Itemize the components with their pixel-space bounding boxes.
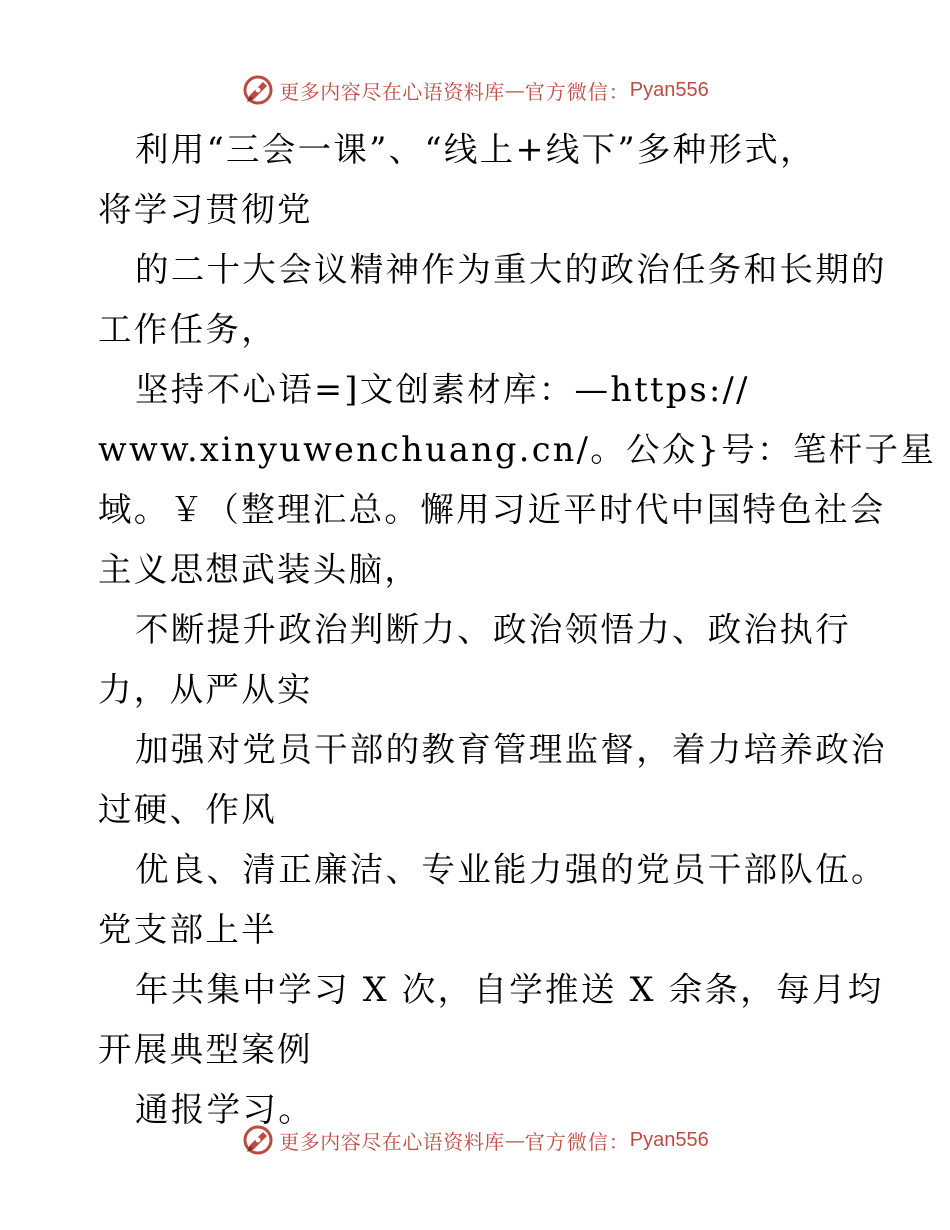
body-line: 的二十大会议精神作为重大的政治任务和长期的	[135, 250, 887, 289]
banner-dash: —	[504, 1128, 525, 1152]
banner-wechat-id: Pyan556	[629, 1128, 709, 1151]
banner-wechat-id: Pyan556	[629, 78, 709, 101]
header-banner	[0, 70, 950, 110]
pen-logo-icon	[241, 73, 275, 107]
body-line: 党支部上半	[98, 910, 277, 949]
banner-dash: —	[504, 78, 525, 102]
banner-main-text: 更多内容尽在心语资料库	[279, 79, 505, 104]
body-line: 将学习贯彻党	[98, 190, 313, 229]
body-line: 力，从严从实	[98, 670, 313, 709]
footer-banner	[0, 1120, 950, 1160]
body-line: 不断提升政治判断力、政治领悟力、政治执行	[135, 610, 851, 649]
pen-logo-icon	[241, 1123, 275, 1157]
body-line: 主义思想武装头脑，	[98, 550, 421, 589]
body-line: 域。￥（整理汇总。懈用习近平时代中国特色社会	[98, 490, 886, 529]
body-line: 开展典型案例	[98, 1030, 313, 1069]
body-line: 通报学习。	[135, 1090, 314, 1129]
banner-main-text: 更多内容尽在心语资料库	[279, 1129, 505, 1154]
body-line: 利用“三会一课”、“线上+线下”多种形式，	[135, 130, 816, 169]
body-line: 年共集中学习 X 次，自学推送 X 余条，每月均	[135, 970, 884, 1009]
body-line: 坚持不心语=]文创素材库：—https://	[135, 370, 750, 409]
banner-wechat-label: 官方微信：	[524, 79, 630, 104]
body-line: 优良、清正廉洁、专业能力强的党员干部队伍。	[135, 850, 887, 889]
body-line: 工作任务，	[98, 310, 277, 349]
body-line-url: www.xinyuwenchuang.cn/。公众}号：笔杆子星	[98, 430, 937, 469]
body-line: 过硬、作风	[98, 790, 277, 829]
document-body	[98, 120, 937, 1140]
banner-wechat-label: 官方微信：	[524, 1129, 630, 1154]
body-line: 加强对党员干部的教育管理监督，着力培养政治	[135, 730, 887, 769]
